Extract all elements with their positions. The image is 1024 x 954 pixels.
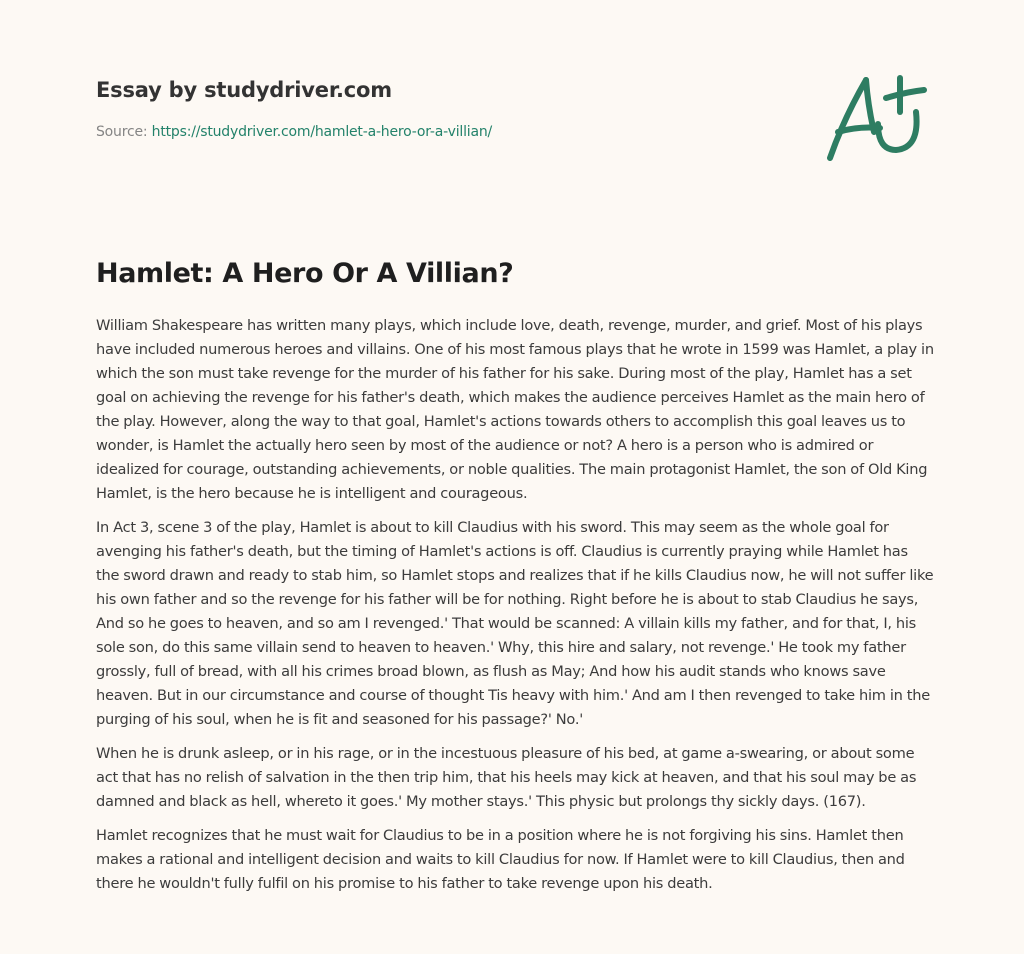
source-link[interactable]: https://studydriver.com/hamlet-a-hero-or-a-villian/ <box>151 124 493 140</box>
essay-paragraph: In Act 3, scene 3 of the play, Hamlet is about to kill Claudius with his sword. This may seem as the whole goal for avenging his father's death, but the timing of Hamlet's actions is off. Claudius is currently praying while Hamlet has the sword drawn and ready to stab him, so Hamlet stops and realizes that if he kills Claudius now, he will not suffer like his own father and so the revenge for his father will be for nothing. Right before he is about to stab Claudius he says, And so he goes to heaven, and so am I revenged.' That would be scanned: A villain kills my father, and for that, I, his sole son, do this same villain send to heaven to heaven.' Why, this hire and salary, not revenge.' He took my father grossly, full of bread, with all his crimes broad blown, as flush as May; And how his audit stands who knows save heaven. But in our circumstance and course of thought Tis heavy with him.' And am I then revenged to take him in the purging of his soul, when he is fit and seasoned for his passage?' No.' <box>96 519 934 728</box>
source-label: Source: <box>96 124 152 140</box>
a-plus-grade-icon <box>818 66 934 166</box>
essay-paragraph: Hamlet recognizes that he must wait for Claudius to be in a position where he is not forgiving his sins. Hamlet then makes a rational and intelligent decision and waits to kill Claudius for now. If Hamlet were to kill Claudius, then and there he wouldn't fully fulfil on his promise to his father to take revenge upon his death. <box>96 827 905 892</box>
site-title: Essay by studydriver.com <box>96 78 392 102</box>
essay-paragraph: William Shakespeare has written many plays, which include love, death, revenge, murder, and grief. Most of his plays have included numerous heroes and villains. One of his most famous plays that he wrote in 1599 was Hamlet, a play in which the son must take revenge for the murder of his father for his sake. During most of the play, Hamlet has a set goal on achieving the revenge for his father's death, which makes the audience perceives Hamlet as the main hero of the play. However, along the way to that goal, Hamlet's actions towards others to accomplish this goal leaves us to wonder, is Hamlet the actually hero seen by most of the audience or not? A hero is a person who is admired or idealized for courage, outstanding achievements, or noble qualities. The main protagonist Hamlet, the son of Old King Hamlet, is the hero because he is intelligent and courageous. <box>96 317 934 502</box>
essay-body <box>96 314 934 906</box>
essay-paragraph: When he is drunk asleep, or in his rage, or in the incestuous pleasure of his bed, at game a-swearing, or about some act that has no relish of salvation in the then trip him, that his heels may kick at heaven, and that his soul may be as damned and black as hell, whereto it goes.' My mother stays.' This physic but prolongs thy sickly days. (167). <box>96 745 917 810</box>
source-line <box>96 123 796 141</box>
essay-title: Hamlet: A Hero Or A Villian? <box>96 258 514 289</box>
page-header <box>96 76 796 141</box>
